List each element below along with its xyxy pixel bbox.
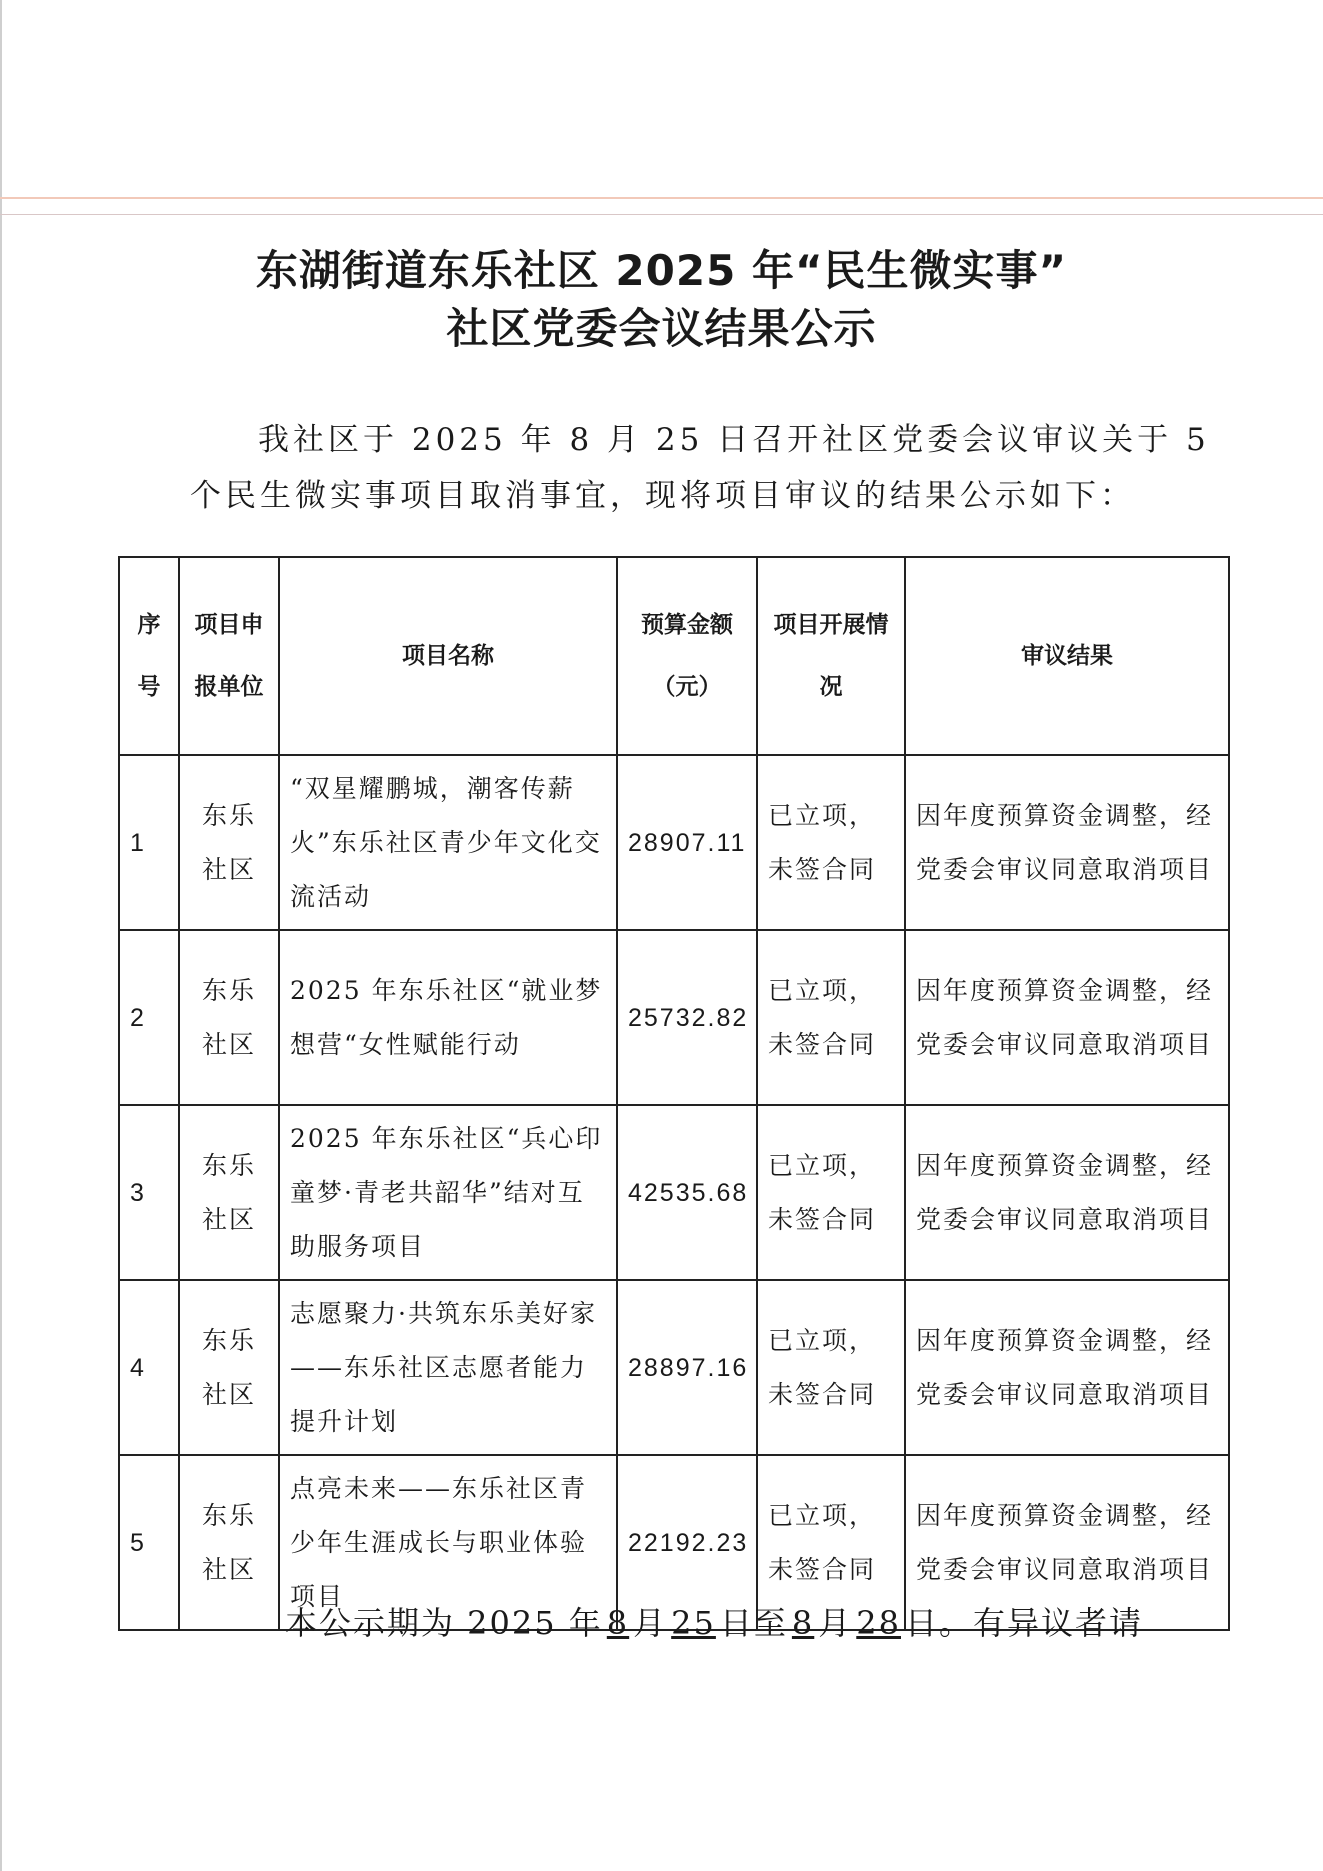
row-result: 因年度预算资金调整，经党委会审议同意取消项目	[905, 1455, 1229, 1630]
table-row	[119, 1280, 1229, 1455]
row-no: 4	[119, 1280, 179, 1455]
publicity-period	[285, 1598, 1143, 1644]
table-row	[119, 930, 1229, 1105]
row-no: 2	[119, 930, 179, 1105]
results-table	[118, 556, 1230, 1631]
row-unit: 东乐社区	[179, 1455, 279, 1630]
footer-sep2: 日至	[719, 1604, 788, 1642]
end-month: 8	[791, 1604, 815, 1642]
row-status: 已立项，未签合同	[757, 930, 905, 1105]
row-amount: 28897.16	[617, 1280, 757, 1455]
table-header-row	[119, 557, 1229, 755]
row-result: 因年度预算资金调整，经党委会审议同意取消项目	[905, 930, 1229, 1105]
header-unit: 项目申报单位	[179, 557, 279, 755]
row-no: 3	[119, 1105, 179, 1280]
start-month: 8	[606, 1604, 630, 1642]
row-amount: 25732.82	[617, 930, 757, 1105]
row-unit: 东乐社区	[179, 755, 279, 930]
table-row	[119, 1105, 1229, 1280]
end-day: 28	[856, 1604, 901, 1642]
row-result: 因年度预算资金调整，经党委会审议同意取消项目	[905, 1105, 1229, 1280]
row-amount: 28907.11	[617, 755, 757, 930]
document-title-line1: 东湖街道东乐社区 2025 年“民生微实事”	[255, 246, 1068, 295]
row-status: 已立项，未签合同	[757, 755, 905, 930]
header-name: 项目名称	[279, 557, 617, 755]
footer-suffix: 日。有异议者请	[905, 1604, 1144, 1642]
document-title-line2: 社区党委会议结果公示	[446, 304, 877, 353]
header-seq: 序号	[119, 557, 179, 755]
row-unit: 东乐社区	[179, 930, 279, 1105]
row-amount: 22192.23	[617, 1455, 757, 1630]
row-amount: 42535.68	[617, 1105, 757, 1280]
row-no: 5	[119, 1455, 179, 1630]
row-no: 1	[119, 755, 179, 930]
row-unit: 东乐社区	[179, 1105, 279, 1280]
intro-line2: 个民生微实事项目取消事宜，现将项目审议的结果公示如下：	[190, 478, 1135, 514]
row-status: 已立项，未签合同	[757, 1455, 905, 1630]
header-status: 项目开展情况	[757, 557, 905, 755]
footer-sep1: 月	[633, 1604, 668, 1642]
header-rule	[0, 197, 1323, 199]
row-result: 因年度预算资金调整，经党委会审议同意取消项目	[905, 1280, 1229, 1455]
header-rule-2	[0, 214, 1323, 215]
table-row	[119, 755, 1229, 930]
header-amount: 预算金额（元）	[617, 557, 757, 755]
row-status: 已立项，未签合同	[757, 1105, 905, 1280]
row-status: 已立项，未签合同	[757, 1280, 905, 1455]
row-name: “双星耀鹏城，潮客传薪火”东乐社区青少年文化交流活动	[279, 755, 617, 930]
row-name: 2025 年东乐社区“兵心印童梦·青老共韶华”结对互助服务项目	[279, 1105, 617, 1280]
row-result: 因年度预算资金调整，经党委会审议同意取消项目	[905, 755, 1229, 930]
header-result: 审议结果	[905, 557, 1229, 755]
footer-sep3: 月	[818, 1604, 853, 1642]
row-name: 点亮未来——东乐社区青少年生涯成长与职业体验项目	[279, 1455, 617, 1630]
start-day: 25	[671, 1604, 716, 1642]
row-unit: 东乐社区	[179, 1280, 279, 1455]
row-name: 2025 年东乐社区“就业梦想营“女性赋能行动	[279, 930, 617, 1105]
intro-line1: 我社区于 2025 年 8 月 25 日召开社区党委会议审议关于 5	[258, 422, 1210, 458]
footer-prefix: 本公示期为 2025 年	[285, 1604, 603, 1642]
row-name: 志愿聚力·共筑东乐美好家——东乐社区志愿者能力提升计划	[279, 1280, 617, 1455]
